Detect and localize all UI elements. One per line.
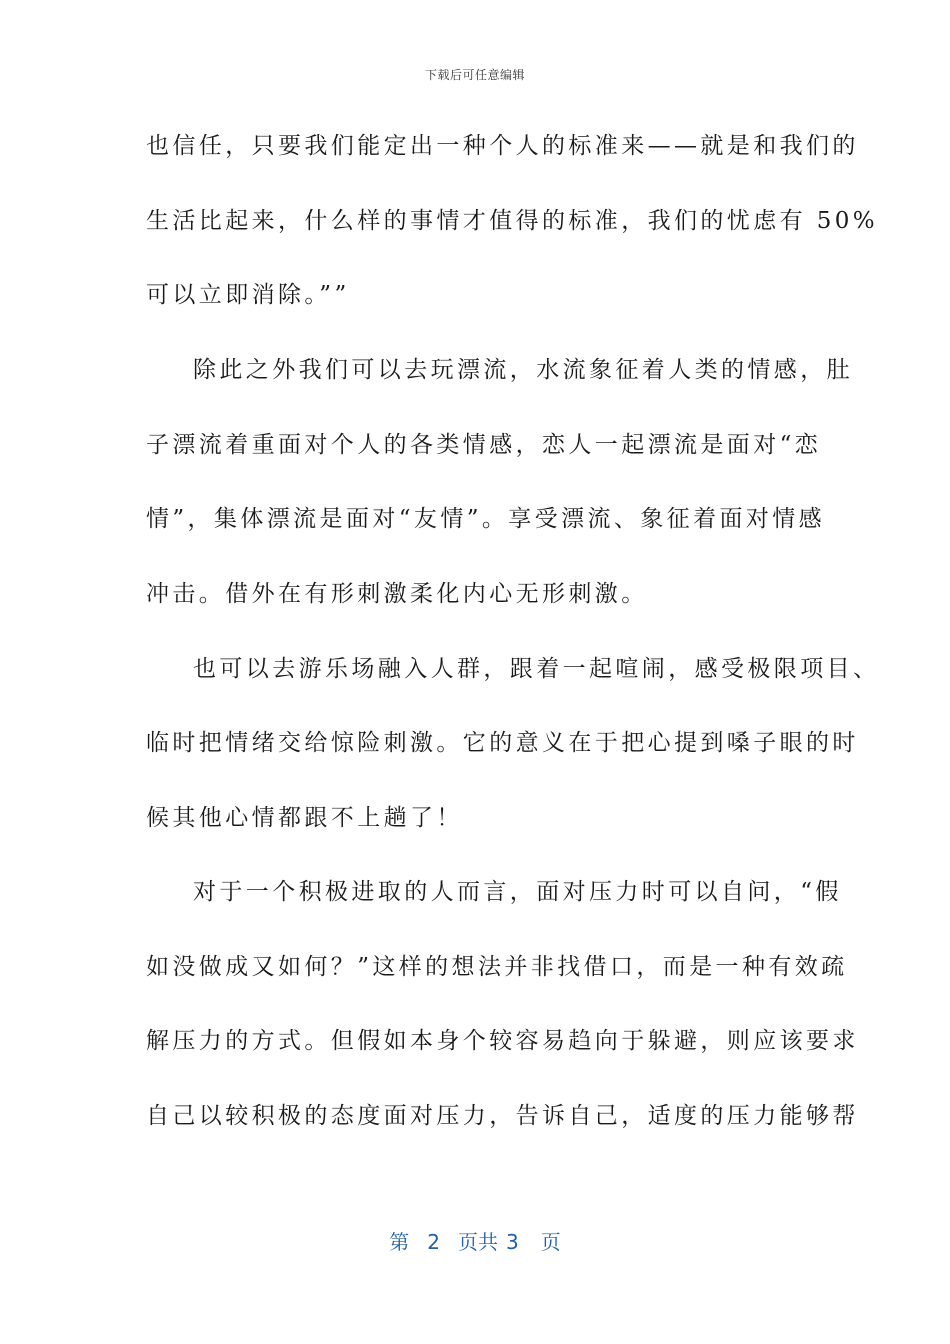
text-line: 自己以较积极的态度面对压力，告诉自己，适度的压力能够帮	[146, 1103, 859, 1129]
page-footer	[0, 1226, 950, 1255]
paragraph-start-line: 也可以去游乐场融入人群，跟着一起喧闹，感受极限项目、	[193, 656, 880, 682]
text-line: 临时把情绪交给惊险刺激。它的意义在于把心提到嗓子眼的时	[146, 730, 859, 756]
page-prefix: 第	[389, 1230, 410, 1254]
page-suffix: 页	[540, 1230, 561, 1254]
page-middle: 页共	[458, 1230, 498, 1254]
current-page-number: 2	[427, 1230, 440, 1254]
paragraph-start-line: 对于一个积极进取的人而言，面对压力时可以自问，“假	[193, 879, 842, 905]
text-line: 情”，集体漂流是面对“友情”。享受漂流、象征着面对情感	[146, 506, 826, 532]
text-line: 如没做成又如何？”这样的想法并非找借口，而是一种有效疏	[146, 954, 848, 980]
text-line: 子漂流着重面对个人的各类情感，恋人一起漂流是面对“恋	[146, 432, 822, 458]
text-line: 生活比起来，什么样的事情才值得的标准，我们的忧虑有 50%	[146, 208, 879, 234]
text-line: 也信任，只要我们能定出一种个人的标准来——就是和我们的	[146, 133, 859, 159]
text-line: 候其他心情都跟不上趟了！	[146, 805, 463, 831]
header-note: 下载后可任意编辑	[424, 68, 525, 82]
text-line: 解压力的方式。但假如本身个较容易趋向于躲避，则应该要求	[146, 1028, 859, 1054]
text-line: 可以立即消除。””	[146, 282, 350, 308]
text-line: 冲击。借外在有形刺激柔化内心无形刺激。	[146, 581, 648, 607]
total-pages-number: 3	[506, 1230, 519, 1254]
paragraph-start-line: 除此之外我们可以去玩漂流，水流象征着人类的情感，肚	[193, 357, 853, 383]
